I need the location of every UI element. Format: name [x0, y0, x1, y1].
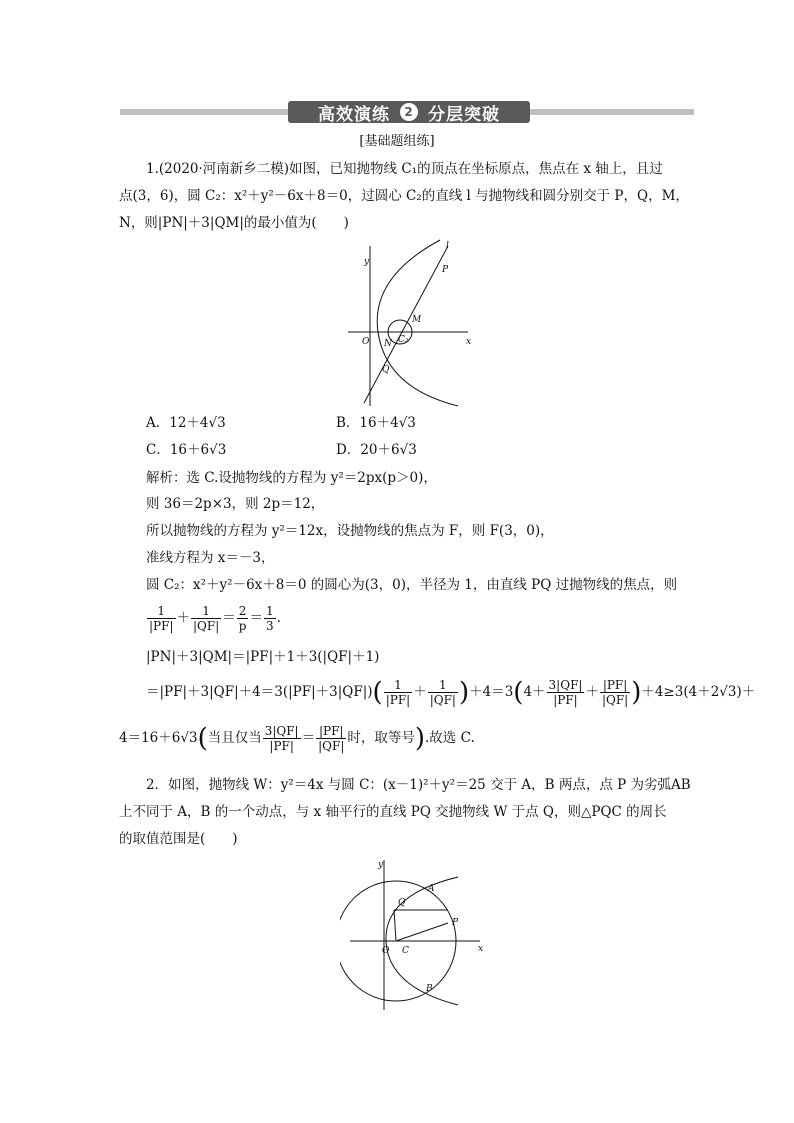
q1-label-x: x	[466, 337, 472, 347]
sol1-line2: 则 36＝2p×3，则 2p＝12，	[146, 496, 325, 512]
q2-segment-QC	[394, 910, 396, 941]
q2-label-B: B	[426, 984, 433, 994]
q2-line3: 的取值范围是( )	[119, 831, 238, 847]
section-banner	[120, 101, 694, 123]
sol1-line3: 所以抛物线的方程为 y²＝12x，设抛物线的焦点为 F，则 F(3，0)，	[146, 523, 554, 539]
q2-label-x: x	[478, 944, 484, 954]
q2-figure	[340, 855, 490, 1015]
q1-option-c: C．16＋6√3	[146, 442, 227, 458]
q2-label-y: y	[378, 860, 384, 870]
q1-line1: 1.(2020·河南新乡二模)如图，已知抛物线 C₁的顶点在坐标原点，焦点在 x 轴上，且过	[146, 161, 663, 177]
sol1-line8: ＝|PF|＋3|QF|＋4＝3(|PF|＋3|QF|)( $\frac{1}{|PF|}$ ＋ $\frac{1}{|QF|}$ )＋4＝3(4＋ $\frac{3|QF|}{|PF|}$ ＋ $\frac{|PF|}{|QF|}$ )＋4≥3(4＋2√3)＋	[146, 677, 756, 708]
q1-label-P: P	[442, 265, 449, 275]
q1-label-l: l	[446, 241, 449, 251]
q1-line-l	[364, 246, 448, 403]
q1-option-b: B．16＋4√3	[336, 415, 416, 431]
banner-number-badge: 2	[400, 103, 418, 121]
q1-label-y: y	[364, 257, 370, 267]
frac-1-pf: $\frac{1}{|PF|}$	[149, 604, 174, 633]
q2-line1: 2．如图，抛物线 W：y²＝4x 与圆 C：(x－1)²＋y²＝25 交于 A，B 两点，点 P 为劣弧AB	[146, 777, 691, 793]
q1-label-N: N	[384, 339, 392, 349]
q2-line2: 上不同于 A，B 的一个动点，与 x 轴平行的直线 PQ 交抛物线 W 于点 Q，则△PQC 的周长	[119, 804, 667, 820]
q2-label-O: O	[382, 946, 390, 956]
q2-label-Q: Q	[398, 898, 406, 908]
sol1-line6-fractions: $\frac{1}{|PF|}$ ＋ $\frac{1}{|QF|}$ ＝ $\frac{2}{p}$ ＝ $\frac{1}{3}$ .	[149, 604, 281, 633]
q2-label-A: A	[428, 884, 435, 894]
frac-1-qf: $\frac{1}{|QF|}$	[193, 604, 220, 633]
q1-label-M: M	[412, 315, 422, 325]
q1-label-O: O	[362, 337, 370, 347]
q1-line2: 点(3，6)，圆 C₂：x²＋y²－6x＋8＝0，过圆心 C₂的直线 l 与抛物线和圆分别交于 P，Q，M，	[119, 188, 689, 204]
sol1-line9: 4＝16＋6√3(当且仅当 $\frac{3|QF|}{|PF|}$ ＝ $\frac{|PF|}{|QF|}$ 时，取等号).故选 C.	[119, 723, 475, 754]
section-title: [基础题组练]	[359, 134, 435, 149]
sol1-line4: 准线方程为 x＝－3，	[146, 550, 275, 566]
q1-figure	[340, 238, 480, 408]
sol1-line1: 解析：选 C.设抛物线的方程为 y²＝2px(p＞0)，	[146, 470, 437, 486]
frac-1-3: $\frac{1}{3}$	[265, 604, 274, 633]
banner-tab	[288, 101, 530, 123]
sol1-line5: 圆 C₂：x²＋y²－6x＋8＝0 的圆心为(3，0)，半径为 1，由直线 PQ 过抛物线的焦点，则	[146, 577, 678, 593]
q1-line3: N，则|PN|＋3|QM|的最小值为( )	[119, 215, 349, 231]
q2-label-C: C	[402, 946, 409, 956]
q1-label-C2: C₂	[398, 335, 409, 345]
banner-right-text: 分层突破	[428, 104, 500, 125]
q1-option-d: D．20＋6√3	[336, 442, 417, 458]
banner-left-text: 高效演练	[318, 104, 390, 125]
q2-segment-CP	[396, 923, 448, 941]
q1-option-a: A．12＋4√3	[146, 415, 226, 431]
frac-2-p: $\frac{2}{p}$	[238, 604, 247, 633]
q1-label-Q: Q	[382, 365, 390, 375]
sol1-line7: |PN|＋3|QM|＝|PF|＋1＋3(|QF|＋1)	[146, 649, 380, 665]
q2-label-P: P	[452, 918, 459, 928]
